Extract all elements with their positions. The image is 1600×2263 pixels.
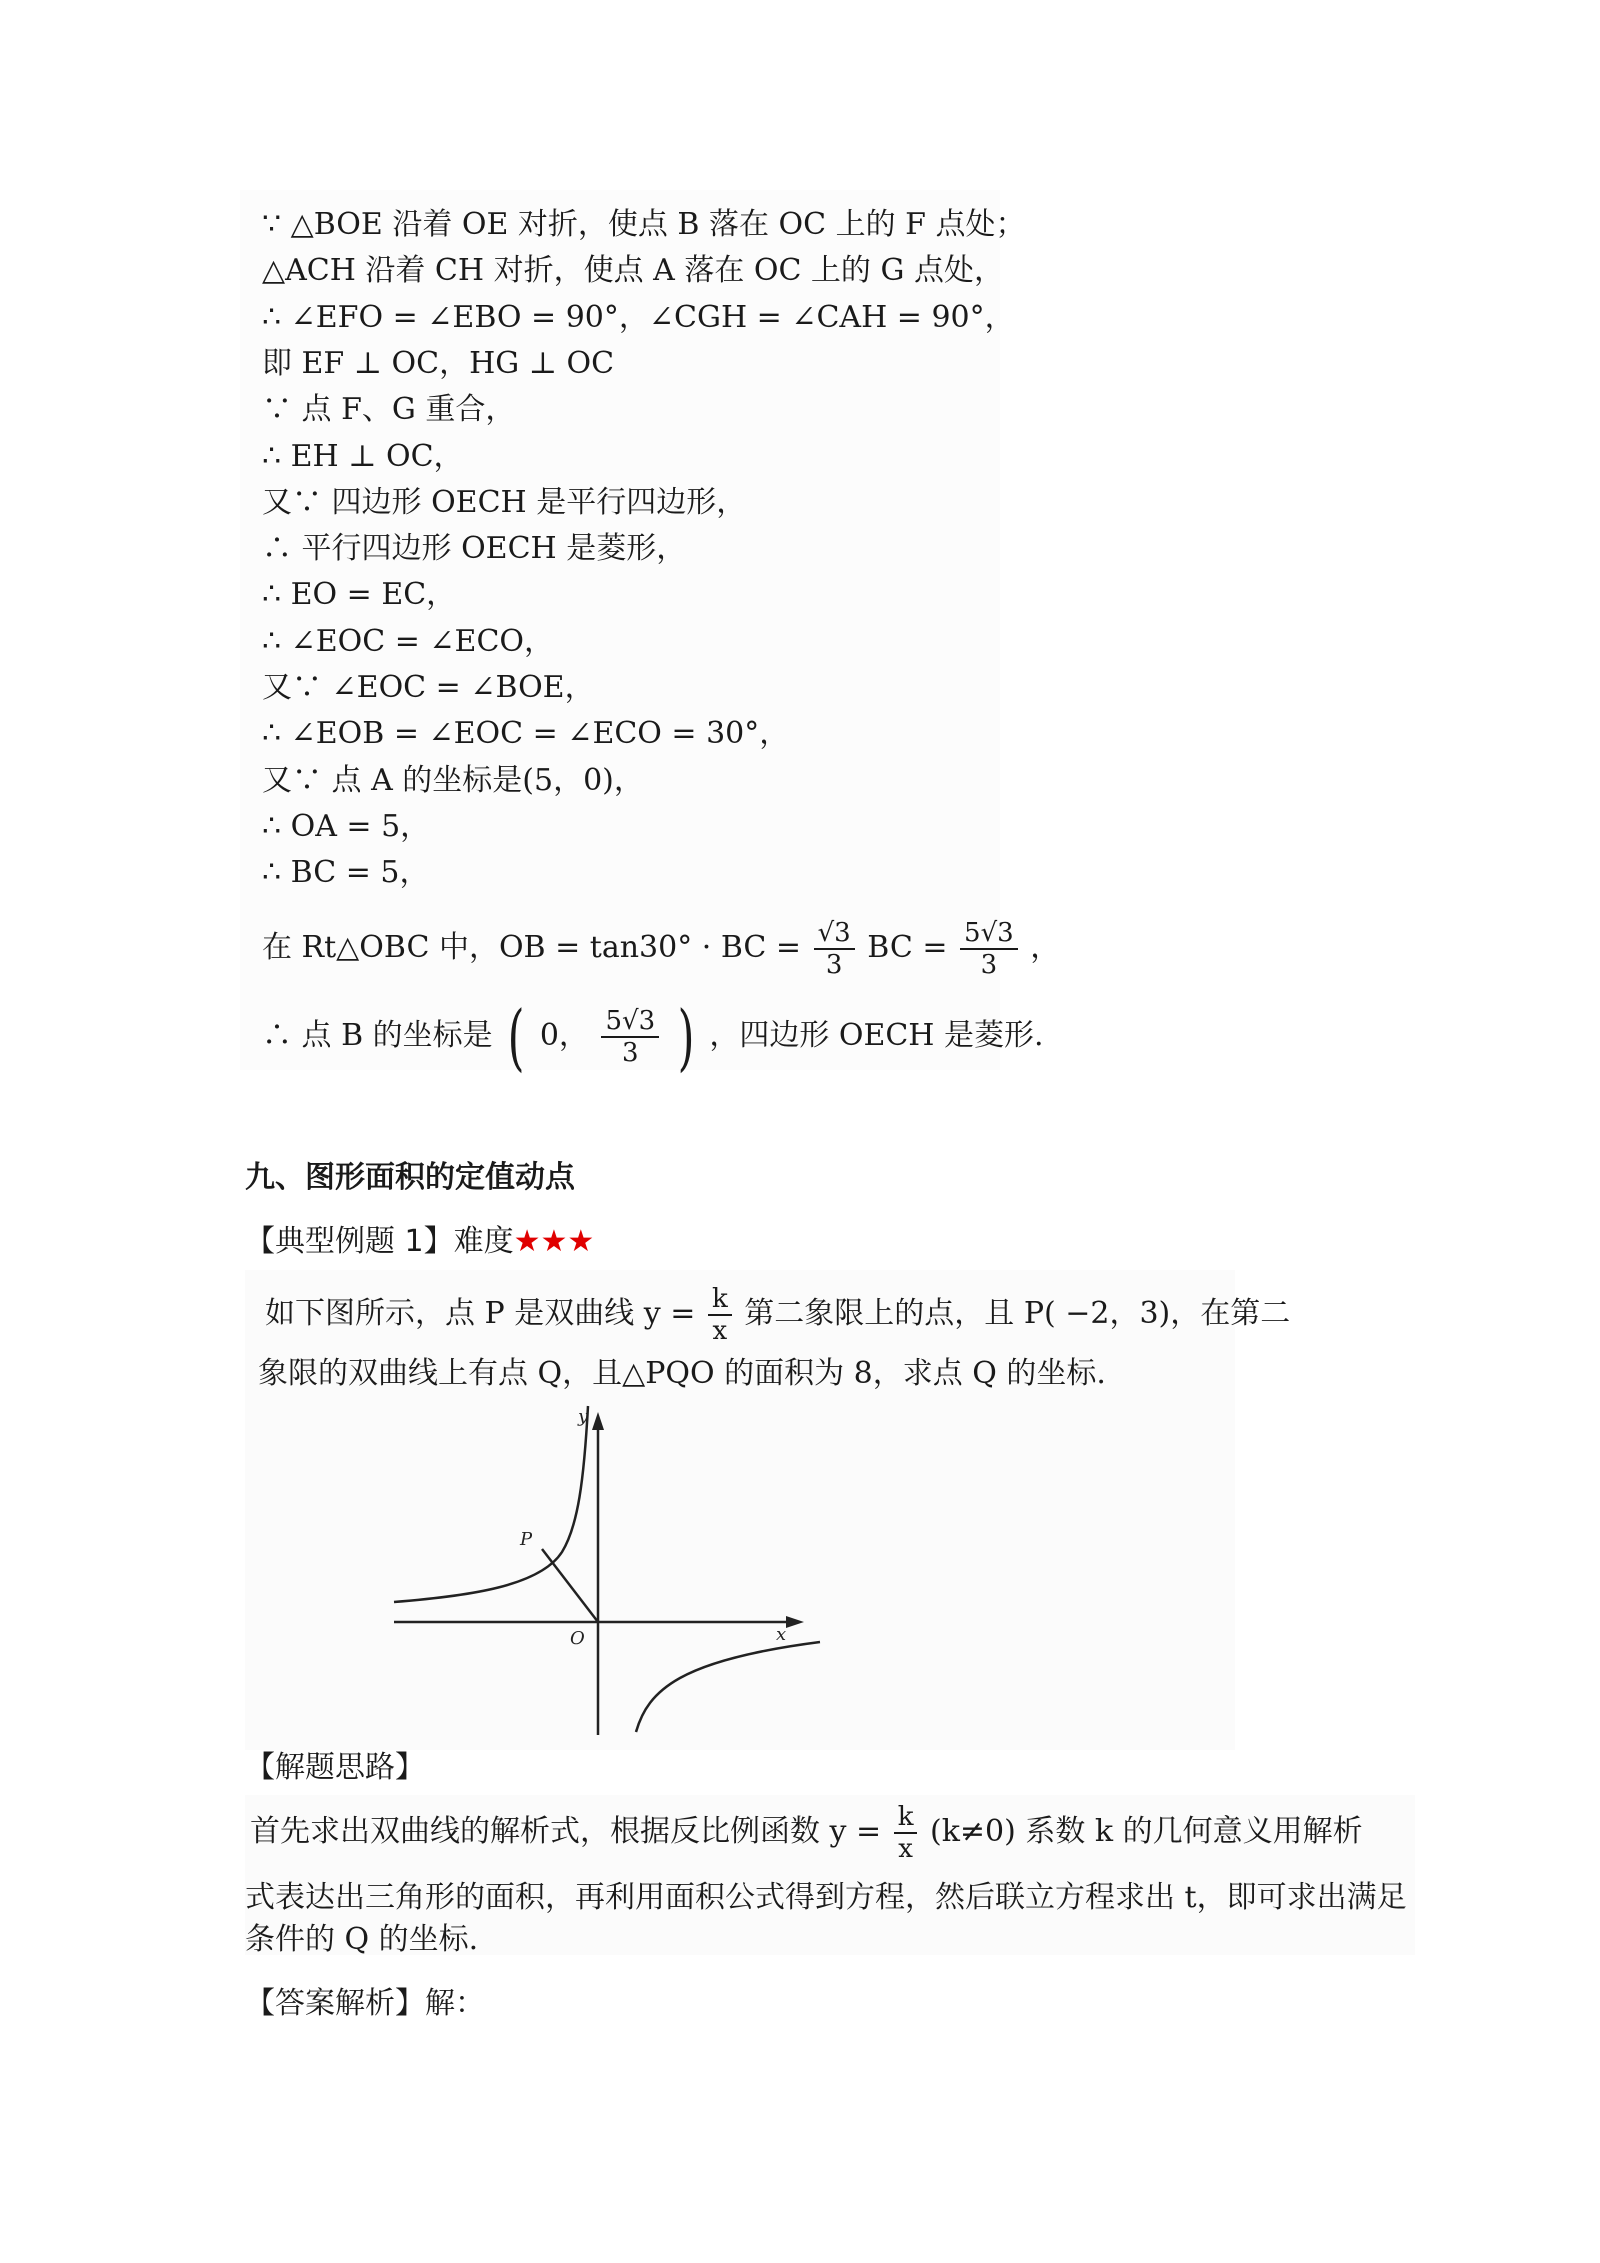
fraction-denominator: 3: [622, 1038, 639, 1068]
idea-header: 【解题思路】: [245, 1750, 425, 1785]
problem-text-b: 第二象限上的点，且 P( −2，3)，在第二: [744, 1296, 1291, 1331]
answer-header: 【答案解析】解：: [245, 1986, 485, 2021]
hyperbola-branch-q4: [636, 1642, 820, 1732]
proof-line: 又∵ 点 A 的坐标是(5，0)，: [262, 762, 644, 798]
difficulty-stars: ★★★: [513, 1224, 595, 1259]
coord-inner: 0，: [539, 1018, 589, 1053]
fraction-numerator: 5√3: [960, 918, 1018, 950]
fraction-denominator: 3: [980, 950, 998, 980]
five-sqrt3-over-3-fraction: [960, 918, 1018, 980]
rt-suffix: ，: [1030, 930, 1061, 965]
proof-line: ∴ 平行四边形 OECH 是菱形，: [262, 531, 687, 567]
coord-fraction: [601, 1006, 659, 1068]
rt-mid: BC =: [867, 930, 948, 965]
fraction-numerator: k: [894, 1802, 918, 1834]
proof-line: ∴ ∠EFO = ∠EBO = 90°，∠CGH = ∠CAH = 90°，: [262, 299, 1015, 335]
coord-prefix: ∴ 点 B 的坐标是: [262, 1018, 493, 1053]
example-label: [245, 1222, 594, 1262]
proof-line: 又∵ 四边形 OECH 是平行四边形，: [262, 484, 747, 520]
x-axis-arrow: [786, 1616, 804, 1628]
rt-line: [262, 918, 1060, 980]
proof-line: 又∵ ∠EOC = ∠BOE，: [262, 670, 595, 705]
fraction-denominator: x: [712, 1316, 728, 1346]
point-p-label: P: [520, 1529, 533, 1550]
idea-k-over-x-fraction: [894, 1802, 918, 1864]
x-axis-label: x: [776, 1624, 787, 1645]
idea-line-1: [250, 1800, 1363, 1864]
y-axis-label: y: [578, 1406, 589, 1427]
proof-line: ∴ EH ⊥ OC，: [262, 438, 464, 474]
fraction-denominator: 3: [825, 950, 843, 980]
proof-line: ∴ EO = EC，: [262, 577, 457, 613]
fraction-numerator: 5√3: [601, 1006, 659, 1038]
origin-label: O: [570, 1628, 585, 1649]
right-paren: ): [677, 995, 695, 1079]
proof-line: ∴ OA = 5，: [262, 808, 431, 844]
proof-line: ∴ BC = 5，: [262, 855, 430, 891]
proof-line: ∴ ∠EOB = ∠EOC = ∠ECO = 30°，: [262, 716, 790, 752]
proof-line: ∵ △BOE 沿着 OE 对折，使点 B 落在 OC 上的 F 点处；: [262, 207, 1026, 242]
idea-line-3: 条件的 Q 的坐标.: [245, 1922, 479, 1957]
hyperbola-graph: [390, 1400, 830, 1740]
y-axis-arrow: [592, 1412, 604, 1430]
proof-line: ∴ ∠EOC = ∠ECO，: [262, 623, 555, 659]
proof-line: ∵ 点 F、G 重合，: [262, 392, 516, 428]
problem-line-1: [265, 1282, 1290, 1346]
sqrt3-over-3-fraction: [814, 918, 855, 980]
fraction-numerator: √3: [814, 918, 855, 950]
idea-text-b: (k≠0) 系数 k 的几何意义用解析: [930, 1814, 1363, 1849]
example-label-text: 【典型例题 1】难度: [245, 1224, 514, 1259]
coord-suffix: ，四边形 OECH 是菱形.: [709, 1018, 1044, 1053]
idea-text-a: 首先求出双曲线的解析式，根据反比例函数 y =: [250, 1814, 882, 1849]
segment-po: [542, 1549, 598, 1622]
fraction-numerator: k: [708, 1284, 732, 1316]
rt-prefix: 在 Rt△OBC 中，OB = tan30° · BC =: [262, 930, 802, 965]
idea-line-2: 式表达出三角形的面积，再利用面积公式得到方程，然后联立方程求出 t，即可求出满足: [245, 1880, 1407, 1915]
proof-line: 即 EF ⊥ OC，HG ⊥ OC: [262, 345, 615, 381]
k-over-x-fraction: [708, 1284, 732, 1346]
problem-line-2: 象限的双曲线上有点 Q，且△PQO 的面积为 8，求点 Q 的坐标.: [258, 1356, 1106, 1391]
problem-text-a: 如下图所示，点 P 是双曲线 y =: [265, 1296, 696, 1331]
coord-line: [262, 995, 1044, 1079]
fraction-denominator: x: [898, 1834, 913, 1864]
proof-line: △ACH 沿着 CH 对折，使点 A 落在 OC 上的 G 点处，: [262, 253, 1004, 289]
section-title: 九、图形面积的定值动点: [245, 1160, 575, 1195]
left-paren: (: [507, 995, 525, 1079]
